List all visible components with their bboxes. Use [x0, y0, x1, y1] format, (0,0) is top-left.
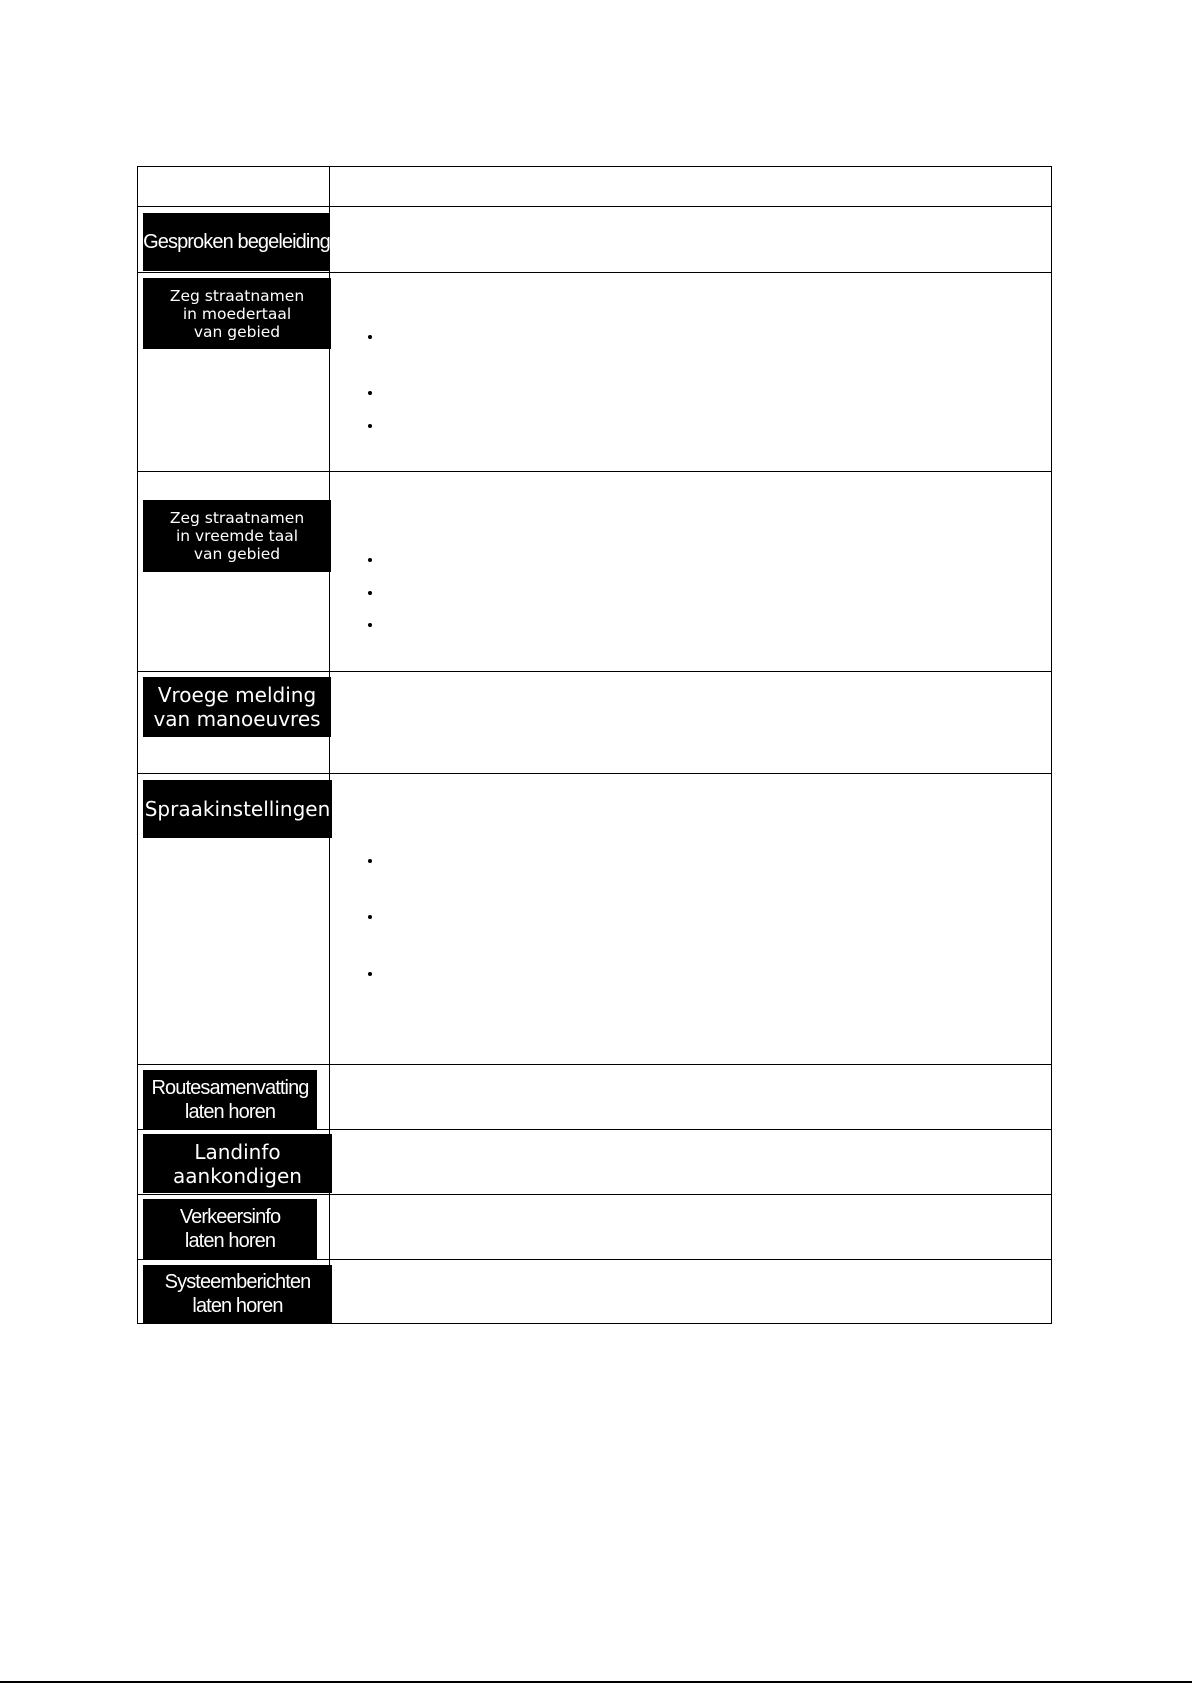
list-bullet — [368, 623, 372, 627]
setting-cell — [138, 1260, 330, 1324]
table-row — [138, 207, 1052, 273]
description-cell — [330, 1130, 1052, 1195]
table-row — [138, 672, 1052, 774]
spoken-guidance-button[interactable]: Gesproken begeleiding — [143, 213, 330, 271]
description-cell — [330, 1260, 1052, 1324]
description-cell — [330, 774, 1052, 1065]
voice-settings-button[interactable]: Spraakinstellingen — [143, 780, 332, 838]
table-row — [138, 1260, 1052, 1324]
list-bullet — [368, 915, 372, 919]
table-header-row — [138, 167, 1052, 207]
description-cell — [330, 672, 1052, 774]
description-cell — [330, 1065, 1052, 1130]
list-bullet — [368, 424, 372, 428]
header-cell-description — [330, 167, 1052, 207]
table-row — [138, 472, 1052, 672]
table-row — [138, 1130, 1052, 1195]
list-bullet — [368, 335, 372, 339]
route-summary-button[interactable]: Routesamenvatting laten horen — [143, 1070, 317, 1129]
header-cell-setting — [138, 167, 330, 207]
setting-cell — [138, 472, 330, 672]
description-cell — [330, 207, 1052, 273]
country-info-button[interactable]: Landinfo aankondigen — [143, 1134, 332, 1193]
table-row — [138, 1195, 1052, 1260]
early-maneuver-notice-button[interactable]: Vroege melding van manoeuvres — [143, 677, 331, 737]
description-cell — [330, 1195, 1052, 1260]
table-row — [138, 774, 1052, 1065]
settings-table — [137, 166, 1052, 1324]
list-bullet — [368, 591, 372, 595]
list-bullet — [368, 558, 372, 562]
setting-cell — [138, 1065, 330, 1130]
setting-cell — [138, 207, 330, 273]
description-cell — [330, 472, 1052, 672]
setting-cell — [138, 1130, 330, 1195]
street-names-foreign-button[interactable]: Zeg straatnamen in vreemde taal van gebied — [143, 500, 331, 572]
list-bullet — [368, 391, 372, 395]
street-names-native-button[interactable]: Zeg straatnamen in moedertaal van gebied — [143, 278, 331, 349]
table-row — [138, 273, 1052, 472]
description-cell — [330, 273, 1052, 472]
setting-cell — [138, 273, 330, 472]
list-bullet — [368, 972, 372, 976]
setting-cell — [138, 672, 330, 774]
traffic-info-button[interactable]: Verkeersinfo laten horen — [143, 1199, 317, 1259]
system-messages-button[interactable]: Systeemberichten laten horen — [143, 1265, 332, 1323]
list-bullet — [368, 859, 372, 863]
table-row — [138, 1065, 1052, 1130]
page-bottom-rule — [0, 1681, 1192, 1683]
setting-cell — [138, 1195, 330, 1260]
setting-cell — [138, 774, 330, 1065]
